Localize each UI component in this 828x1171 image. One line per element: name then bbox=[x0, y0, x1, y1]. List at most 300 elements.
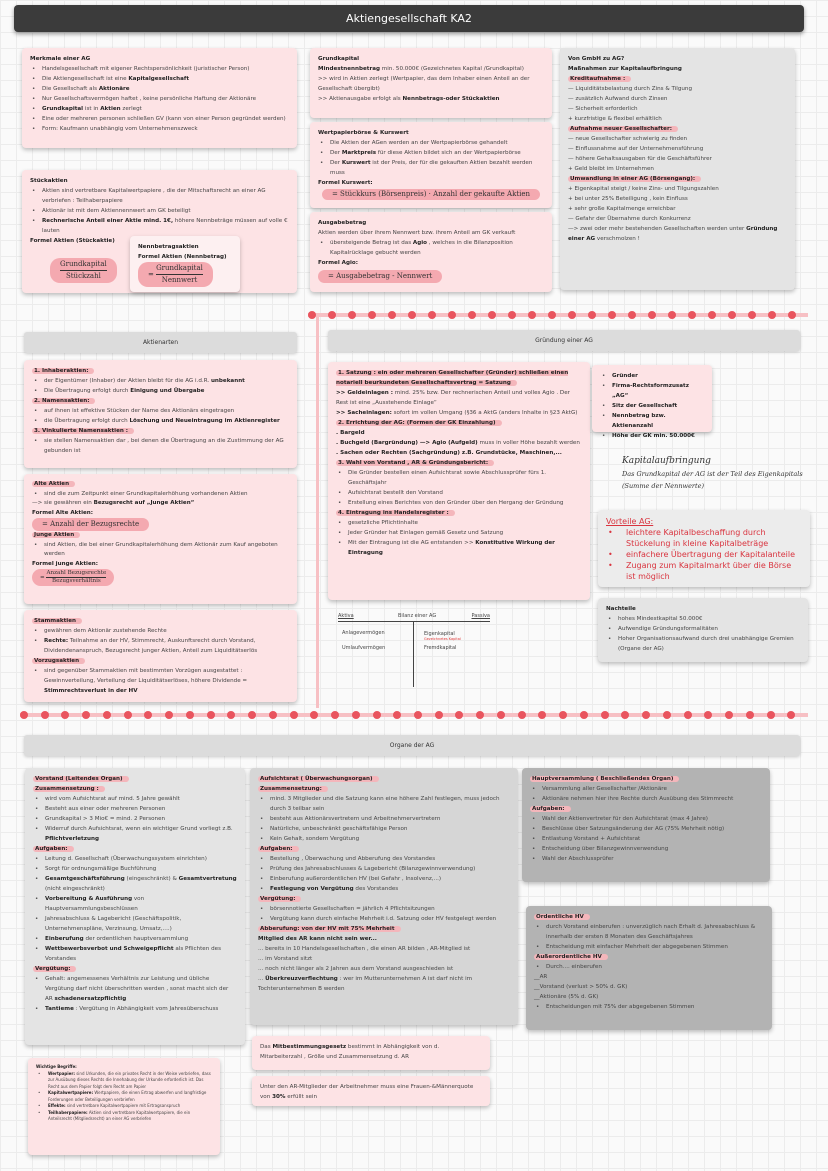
text: Außerordentliche HV bbox=[536, 954, 602, 960]
highlight bbox=[534, 954, 608, 960]
formula-numerator: Anzahl Bezugsrechte bbox=[46, 570, 107, 576]
bold-text: Kurswert bbox=[341, 160, 371, 166]
text-line bbox=[33, 804, 237, 814]
bold-text: Einberufung bbox=[45, 936, 84, 942]
divider-dot bbox=[165, 711, 173, 719]
text: Wertpapiere, die einen Ertrag abwerfen und langfristige Forderungen oder Beteiligungen verbriefen bbox=[48, 1090, 207, 1102]
bold-text: Effekte: bbox=[48, 1103, 66, 1108]
text: __Vorstand (verlust > 50% d. GK) bbox=[534, 984, 628, 990]
text: Vorstand (Leitendes Organ) bbox=[35, 776, 123, 782]
divider-dot bbox=[767, 711, 775, 719]
text: ist in bbox=[83, 106, 101, 112]
bold-text: Kapitalgesellschaft bbox=[128, 76, 190, 82]
text: Die Gesellschaft als bbox=[42, 86, 99, 92]
text-line bbox=[534, 992, 764, 1002]
text: bestimmt in Abhängigkeit von d. Mitarbeiterzahl , Größe und Zusammensetzung d. AR bbox=[260, 1044, 440, 1060]
highlight bbox=[568, 76, 631, 82]
mitbestimmung-card bbox=[252, 1036, 490, 1070]
highlight bbox=[32, 532, 80, 538]
text: (nicht eingeschränkt) bbox=[45, 886, 105, 892]
text: Besteht aus einer oder mehreren Personen bbox=[45, 806, 166, 812]
bold-text: Gesamtvertretung bbox=[178, 876, 237, 882]
highlight bbox=[530, 776, 679, 782]
text-line bbox=[568, 224, 787, 244]
text-line bbox=[258, 874, 510, 884]
text-line bbox=[258, 904, 510, 914]
text-line bbox=[30, 186, 289, 206]
section-heading bbox=[336, 458, 582, 468]
section-heading bbox=[33, 774, 237, 784]
section-heading bbox=[258, 934, 510, 944]
highlight bbox=[32, 658, 85, 664]
text: — höhere Gehaltsausgaben für die Geschäftsführer bbox=[568, 156, 712, 162]
text: —> zwei oder mehr bestehenden Gesellschaften werden unter bbox=[568, 226, 747, 232]
highlight bbox=[33, 966, 76, 972]
text-line bbox=[33, 944, 237, 964]
text-line bbox=[260, 1042, 482, 1062]
highlight bbox=[33, 846, 74, 852]
text-line bbox=[530, 824, 762, 834]
aktienarten-card-1 bbox=[24, 360, 297, 468]
section-heading bbox=[258, 894, 510, 904]
text: Widerruf durch Aufsichtsrat, wenn ein wichtiger Grund vorliegt z.B. bbox=[45, 826, 233, 832]
kapitalaufbringung-note bbox=[622, 455, 812, 492]
bold-text: Wertpapier: bbox=[48, 1070, 75, 1076]
section-heading bbox=[32, 656, 289, 666]
text: Die Aktien der AGen werden an der Wertpapierbörse gehandelt bbox=[330, 140, 508, 146]
section-heading bbox=[258, 774, 510, 784]
text: Bestellung , Überwachung und Abberufung des Vorstandes bbox=[270, 856, 436, 862]
divider-dot bbox=[568, 311, 576, 319]
text: min. 50.000€ (Gezeichnetes Kapital /Grundkapital) bbox=[380, 66, 524, 72]
divider-dot bbox=[748, 311, 756, 319]
text: zerlegt bbox=[120, 106, 142, 112]
highlight bbox=[568, 176, 701, 182]
text: + bei unter 25% Beteiligung , kein Einfluss bbox=[568, 196, 688, 202]
text: 3. Vinkulierte Namensaktien : bbox=[34, 428, 129, 434]
text: Hoher Organisationsaufwand durch drei unabhängige Gremien (Organe der AG) bbox=[618, 636, 794, 652]
text-line bbox=[33, 814, 237, 824]
wichtige-begriffe-card bbox=[28, 1058, 220, 1155]
text: besteht aus Aktionärsvertretern und Arbeitnehmervertretern bbox=[270, 816, 441, 822]
divider-dot bbox=[508, 311, 516, 319]
text: Formel Aktien (Stückaktie) bbox=[30, 238, 115, 244]
text: Mit der Eintragung ist die AG entstanden >> bbox=[348, 540, 476, 546]
text-line bbox=[336, 528, 582, 538]
divider-dotted-middle bbox=[20, 713, 808, 717]
text: hohes Mindestkapital 50.000€ bbox=[618, 616, 703, 622]
text-line bbox=[258, 914, 510, 924]
text-line bbox=[258, 884, 510, 894]
section-heading bbox=[32, 480, 289, 490]
text: Durch.... einberufen bbox=[546, 964, 602, 970]
text: (eingeschränkt) & bbox=[124, 876, 179, 882]
highlight bbox=[32, 481, 75, 487]
bold-text: >> Sacheinlagen: bbox=[336, 410, 392, 416]
bold-text: Grundkapital bbox=[42, 106, 84, 112]
text: 2. Errichtung der AG: (Formen der GK Einzahlung) bbox=[338, 420, 496, 426]
section-heading bbox=[32, 560, 289, 570]
text-line bbox=[568, 204, 787, 214]
text: 3. Wahl von Vorstand , AR & Gründungsbericht: bbox=[338, 460, 489, 466]
section-heading bbox=[568, 124, 787, 134]
text: Vergütung kann durch einfache Mehrheit i.d. Satzung oder HV festgelegt werden bbox=[270, 916, 497, 922]
text: erfüllt sein bbox=[285, 1094, 318, 1100]
gmbh-zu-ag-card bbox=[560, 48, 795, 290]
text-line bbox=[30, 104, 289, 114]
bilanz-passiva-label: Passiva bbox=[471, 613, 490, 619]
text-line bbox=[336, 468, 582, 488]
text: muss in voller Höhe bezahlt werden bbox=[477, 440, 580, 446]
text: sind Aktien, die bei einer Grundkapitalerhöhung dem Aktionär zum Kauf angeboten werden bbox=[44, 541, 278, 557]
bold-text: Aktien bbox=[100, 106, 121, 112]
text: — Sicherheit erforderlich bbox=[568, 106, 638, 112]
text: Jahresabschluss & Lagebericht (Geschäftspolitik, Unternehmenspläne, Verzinsung, Umsatz,....) bbox=[45, 916, 182, 932]
text-line bbox=[568, 84, 787, 94]
section-heading bbox=[33, 784, 237, 794]
text-line bbox=[534, 1002, 764, 1012]
text-line bbox=[36, 1071, 212, 1091]
text: des Vorstandes bbox=[353, 886, 399, 892]
divider-dot bbox=[248, 711, 256, 719]
text: 2. Namensaktien: bbox=[34, 398, 90, 404]
divider-dot bbox=[368, 311, 376, 319]
text: + Eigenkapital steigt / keine Zins- und Tilgungszahlen bbox=[568, 186, 719, 192]
text: Die Übertragung erfolgt durch bbox=[44, 388, 131, 394]
bold-text: Konstitutive Wirkung der Eintragung bbox=[348, 540, 555, 556]
text: Vergütung: bbox=[35, 966, 71, 972]
highlight bbox=[258, 846, 299, 852]
text: börsennotierte Gesellschaften = jährlich 4 Pflichtsitzungen bbox=[270, 906, 435, 912]
divider-dotted-top bbox=[308, 313, 808, 317]
bold-text: Pflichtverletzung bbox=[45, 836, 99, 842]
bilanz-gezeichnetes-kapital: Gezeichnetes Kapital bbox=[424, 637, 461, 641]
text-line bbox=[30, 114, 289, 124]
text: Einberufung außerordentlichen HV (bei Gefahr , Insolvenz,...) bbox=[270, 876, 442, 882]
divider-dot bbox=[601, 711, 609, 719]
text-line bbox=[258, 964, 510, 974]
bold-text: 30% bbox=[272, 1094, 286, 1100]
divider-dot bbox=[628, 311, 636, 319]
divider-dot bbox=[608, 311, 616, 319]
text: gewähren dem Aktionär zustehende Rechte bbox=[44, 628, 167, 634]
text: ... noch nicht länger als 2 Jahren aus dem Vorstand ausgeschieden ist bbox=[258, 966, 454, 972]
section-heading bbox=[32, 426, 289, 436]
text: Stammaktien bbox=[34, 618, 76, 624]
text-line bbox=[534, 972, 764, 982]
text-line bbox=[30, 64, 289, 74]
divider-dot bbox=[468, 311, 476, 319]
text: Aktionäre nehmen hier ihre Rechte durch Ausübung des Stimmrecht bbox=[542, 796, 734, 802]
ausgabebetrag-card bbox=[310, 212, 552, 292]
text: >> wird in Aktien zerlegt (Wertpapier, das dem Inhaber einen Anteil an der Gesellschaft übergibt) bbox=[318, 76, 530, 92]
text: : Vergütung in Abhängigkeit vom Jahresüberschuss bbox=[73, 1006, 219, 1012]
divider-dot bbox=[269, 711, 277, 719]
text: — neue Gesellschafter schwierig zu finden bbox=[568, 136, 688, 142]
section-heading bbox=[32, 509, 289, 519]
bilanz-umlaufvermoegen: Umlaufvermögen bbox=[342, 645, 386, 651]
divider-dot bbox=[684, 711, 692, 719]
divider-dot bbox=[768, 311, 776, 319]
text-line bbox=[606, 624, 800, 634]
section-heading bbox=[336, 508, 582, 518]
bold-text: Marktpreis bbox=[341, 150, 377, 156]
section-header-gruendung: Gründung einer AG bbox=[328, 330, 800, 351]
text: 1. Inhaberaktien: bbox=[34, 368, 89, 374]
vorteil-item: • Zugang zum Kapitalmarkt über die Börse ist möglich bbox=[606, 560, 802, 582]
text: Alte Aktien bbox=[34, 481, 70, 487]
divider-dot bbox=[331, 711, 339, 719]
divider-dot bbox=[621, 711, 629, 719]
text-line bbox=[318, 228, 544, 238]
text: Ausgabebetrag bbox=[318, 220, 367, 226]
text-line bbox=[534, 962, 764, 972]
text-line bbox=[534, 982, 764, 992]
text: sind gegenüber Stammaktien mit bestimmten Vorzügen ausgestattet : Gewinnverteilung, Verteilung der Liquiditätserlöses, höhere Dividende = bbox=[44, 668, 248, 684]
text: Nur Gesellschaftsvermögen haftet , keine persönliche Haftung der Aktionäre bbox=[42, 96, 257, 102]
text: >> Aktienausgabe erfolgt als bbox=[318, 96, 403, 102]
agio-formula: = Ausgabebetrag - Nennwert bbox=[318, 270, 442, 283]
bold-text: unbekannt bbox=[210, 378, 245, 384]
bold-text: Teilhaberpapiere: bbox=[48, 1109, 88, 1115]
nachteile-card bbox=[598, 598, 808, 662]
text: Zusammensetzung: bbox=[260, 786, 322, 792]
highlight bbox=[32, 618, 82, 624]
text: Entscheidung über Bilanzgewinnverwendung bbox=[542, 846, 669, 852]
text: sie stellen Namensaktien dar , bei denen die Übertragung an die Zustimmung der AG gebunden ist bbox=[44, 438, 284, 454]
text: sind Urkunden, die ein privates Recht in der Weise verbriefen, dass zur Ausübung dieses Rechts die Innehabung der Urkunde erforderlich ist. Das Recht aus dem Papier folgt dem Recht am Papier bbox=[48, 1070, 211, 1089]
text: Abberufung: von der HV mit 75% Mehrheit bbox=[260, 926, 395, 932]
text: Formel Kurswert: bbox=[318, 180, 373, 186]
text: Aktien werden über ihrem Nennwert bzw. ihrem Anteil am GK verkauft bbox=[318, 230, 516, 236]
text-line bbox=[336, 448, 582, 458]
text: __Aktionäre (5% d. GK) bbox=[534, 994, 599, 1000]
highlight bbox=[258, 776, 379, 782]
text: verschmolzen ! bbox=[595, 236, 640, 242]
text: Aufgaben: bbox=[532, 806, 565, 812]
bold-text: Aktionäre bbox=[98, 86, 130, 92]
text: —> sie gewähren ein bbox=[32, 500, 94, 506]
bold-text: Agio bbox=[412, 240, 427, 246]
section-heading bbox=[258, 924, 510, 934]
divider-dot bbox=[528, 311, 536, 319]
grundkapital-card bbox=[310, 48, 552, 118]
divider-dot bbox=[388, 311, 396, 319]
bold-text: Tantieme bbox=[45, 1006, 74, 1012]
section-heading bbox=[30, 54, 289, 64]
section-heading bbox=[318, 178, 544, 188]
text-line bbox=[600, 401, 704, 411]
section-heading bbox=[568, 54, 787, 64]
bold-text: . Buchgeld (Bargründung) —> Agio (Aufgeld) bbox=[336, 440, 478, 446]
divider-dot bbox=[308, 311, 316, 319]
text: Entscheidung mit einfacher Mehrheit der abgegebenen Stimmen bbox=[546, 944, 728, 950]
text-line bbox=[568, 144, 787, 154]
divider-dot bbox=[408, 311, 416, 319]
text-line bbox=[32, 499, 289, 509]
hauptversammlung-card bbox=[522, 768, 770, 882]
text-line bbox=[336, 498, 582, 508]
text-line bbox=[318, 64, 544, 74]
text: 1. Satzung : ein oder mehreren Gesellschafter (Gründer) schließen einen notariell beurkundeten Gesellschaftsvertrag = Satzung bbox=[336, 370, 569, 386]
text-line bbox=[600, 371, 704, 381]
text: Junge Aktien bbox=[34, 532, 75, 538]
formula-denominator: Stückzahl bbox=[65, 272, 101, 280]
text: mind. 25% bzw. Der rechnerischen Anteil und volles Agio . Der Rest ist eine „Ausstehende Einlage“ bbox=[336, 390, 570, 406]
text-line bbox=[32, 376, 289, 386]
highlight bbox=[530, 806, 571, 812]
bold-text: Überkreuzverflechtung bbox=[265, 976, 338, 982]
text-line bbox=[258, 854, 510, 864]
text-line bbox=[606, 634, 800, 654]
text: Aktien sind vertretbare Kapitalwertpapiere, die ein Anteilsrecht (Mitgliedsrecht) an einer AG verbriefen bbox=[48, 1109, 191, 1121]
divider-dot bbox=[428, 311, 436, 319]
text: Natürliche, unbeschränkt geschäftsfähige Person bbox=[270, 826, 408, 832]
text: sind vertretbare Kapitalwertpapiere mit Ertragsanspruch bbox=[65, 1103, 181, 1108]
text-line bbox=[318, 148, 544, 158]
bilanz-eigenkapital: Eigenkapital bbox=[424, 631, 455, 637]
text: als Pflichten des Vorstandes bbox=[45, 946, 221, 962]
bold-text: Festlegung von Vergütung bbox=[270, 886, 354, 892]
bold-text: Gründer bbox=[612, 373, 638, 379]
section-heading bbox=[32, 531, 289, 541]
text: Sorgt für ordnungsmäßige Buchführung bbox=[45, 866, 157, 872]
section-heading bbox=[318, 54, 544, 64]
text-line bbox=[568, 134, 787, 144]
section-heading bbox=[30, 176, 289, 186]
text-line bbox=[530, 794, 762, 804]
bilanz-anlagevermoegen: Anlagevermögen bbox=[342, 630, 385, 636]
divider-dot bbox=[746, 711, 754, 719]
text-line bbox=[568, 164, 787, 174]
bilanz-fremdkapital: Fremdkapital bbox=[424, 645, 457, 651]
divider-dot bbox=[688, 311, 696, 319]
divider-dot bbox=[538, 711, 546, 719]
text-line bbox=[36, 1090, 212, 1103]
text: Merkmale einer AG bbox=[30, 56, 91, 62]
text: Erstellung eines Berichtes von den Gründer über den Hergang der Gründung bbox=[348, 500, 564, 506]
section-heading bbox=[606, 604, 800, 614]
highlight bbox=[32, 428, 134, 434]
text-line bbox=[258, 824, 510, 834]
divider-dot bbox=[788, 311, 796, 319]
text: höhere Nennbeträge müssen auf volle € lauten bbox=[42, 218, 288, 234]
bold-text: Wettbewerbsverbot und Schweigepflicht bbox=[45, 946, 174, 952]
vorteile-title: Vorteile AG: bbox=[606, 517, 654, 526]
text-line bbox=[33, 824, 237, 844]
highlight bbox=[568, 126, 678, 132]
divider-dot bbox=[393, 711, 401, 719]
text-line bbox=[32, 518, 289, 531]
divider-dot bbox=[668, 311, 676, 319]
text: Entlastung Vorstand + Aufsichtsrat bbox=[542, 836, 641, 842]
bold-text: Kapitalwertpapiere: bbox=[48, 1090, 94, 1095]
highlight bbox=[336, 460, 494, 466]
bold-text: Gründung einer AG bbox=[568, 226, 778, 242]
text: Grundkapital > 3 Mio€ = mind. 2 Personen bbox=[45, 816, 166, 822]
text: Aktien sind vertretbare Kapitalwertpapiere , die der Mitschaftsrecht an einer AG verbriefen : Teilhaberpapiere bbox=[42, 188, 266, 204]
divider-dot bbox=[642, 711, 650, 719]
aktienarten-card-3 bbox=[24, 610, 297, 702]
text: ... im Vorstand sitzt bbox=[258, 956, 313, 962]
highlight bbox=[258, 926, 401, 932]
bold-text: Mindestnennbetrag bbox=[318, 66, 381, 72]
text: sofort im vollen Umgang (§36 a AktG (anders Inhalte in §23 AktG) bbox=[391, 410, 578, 416]
text: 4. Eintragung ins Handelsregister : bbox=[338, 510, 449, 516]
section-heading bbox=[32, 366, 289, 376]
stueckaktie-formula bbox=[50, 258, 117, 283]
divider-dot bbox=[559, 711, 567, 719]
text: mind. 3 Mitglieder und die Satzung kann eine höhere Zahl festlegen, muss jedoch durch 3 teilbar sein bbox=[270, 796, 500, 812]
divider-dot bbox=[448, 311, 456, 319]
text: sind die zum Zeitpunkt einer Grundkapitalerhöhung vorhandenen Aktien bbox=[44, 490, 248, 497]
text-line bbox=[534, 922, 764, 942]
text: Aufgaben: bbox=[35, 846, 68, 852]
bilanz-aktiva-label: Aktiva bbox=[338, 613, 354, 619]
text-line bbox=[530, 854, 762, 864]
text-line bbox=[32, 436, 289, 456]
text-line bbox=[336, 428, 582, 438]
bold-text: Löschung und Neueintragung im Aktienregister bbox=[129, 418, 280, 424]
text-line bbox=[600, 411, 704, 431]
text: + kurzfristige & flexibel erhältlich bbox=[568, 116, 662, 122]
text: Ordentliche HV bbox=[536, 914, 584, 920]
text-line bbox=[568, 194, 787, 204]
text: Teilnahme an der HV, Stimmrecht, Auskunftsrecht durch Vorstand, Dividendenanspruch, Bezugsrecht junger Aktien, Anteil zum Liquiditätserlös bbox=[44, 638, 258, 654]
text-line bbox=[33, 894, 237, 914]
section-heading bbox=[530, 774, 762, 784]
text: Umwandlung in einer AG (Börsengang): bbox=[570, 176, 696, 182]
formula-numerator: Grundkapital bbox=[156, 263, 203, 275]
section-heading bbox=[33, 844, 237, 854]
bilanz-t-account bbox=[338, 613, 490, 688]
section-heading bbox=[336, 368, 582, 388]
text: auf ihnen ist effektive Stücken der Name des Aktionärs eingetragen bbox=[44, 408, 235, 414]
bold-text: Einigung und Übergabe bbox=[130, 388, 205, 394]
text: Handelsgesellschaft mit eigener Rechtspersönlichkeit (juristischer Person) bbox=[42, 66, 250, 72]
text-line bbox=[33, 914, 237, 934]
text: Von GmbH zu AG? bbox=[568, 56, 625, 62]
kapitalaufbringung-title: Kapitalaufbringung bbox=[622, 456, 711, 466]
text-line bbox=[568, 104, 787, 114]
text-line bbox=[30, 206, 289, 216]
text: Formel Aktien (Nennbetrag) bbox=[138, 254, 227, 260]
text: Das bbox=[260, 1044, 273, 1050]
text: die Übertragung erfolgt durch bbox=[44, 418, 130, 424]
divider-dot bbox=[373, 711, 381, 719]
text: Versammlung aller Gesellschafter /Aktionäre bbox=[542, 786, 667, 792]
divider-dot bbox=[82, 711, 90, 719]
highlight bbox=[33, 786, 105, 792]
text-line bbox=[33, 974, 237, 1004]
nennbetrag-formula: = $\frac{\text{Grundkapital}}{\text{Nennwert}}$ bbox=[138, 262, 213, 287]
text-line bbox=[568, 114, 787, 124]
text-line bbox=[318, 94, 544, 104]
divider-dot bbox=[310, 711, 318, 719]
text: Der bbox=[330, 160, 342, 166]
highlight bbox=[534, 914, 590, 920]
text: für diese Aktien bildet sich an der Wertpapierbörse bbox=[376, 150, 521, 156]
text-line bbox=[258, 794, 510, 814]
divider-dot bbox=[144, 711, 152, 719]
text: ist der Preis, der für die gekauften Aktien bezahlt werden muss bbox=[330, 160, 533, 176]
text: = Anzahl der Bezugsrechte bbox=[42, 520, 140, 528]
section-heading bbox=[318, 128, 544, 138]
section-heading bbox=[258, 844, 510, 854]
divider-dot bbox=[124, 711, 132, 719]
divider-dot bbox=[548, 311, 556, 319]
divider-dot bbox=[704, 711, 712, 719]
